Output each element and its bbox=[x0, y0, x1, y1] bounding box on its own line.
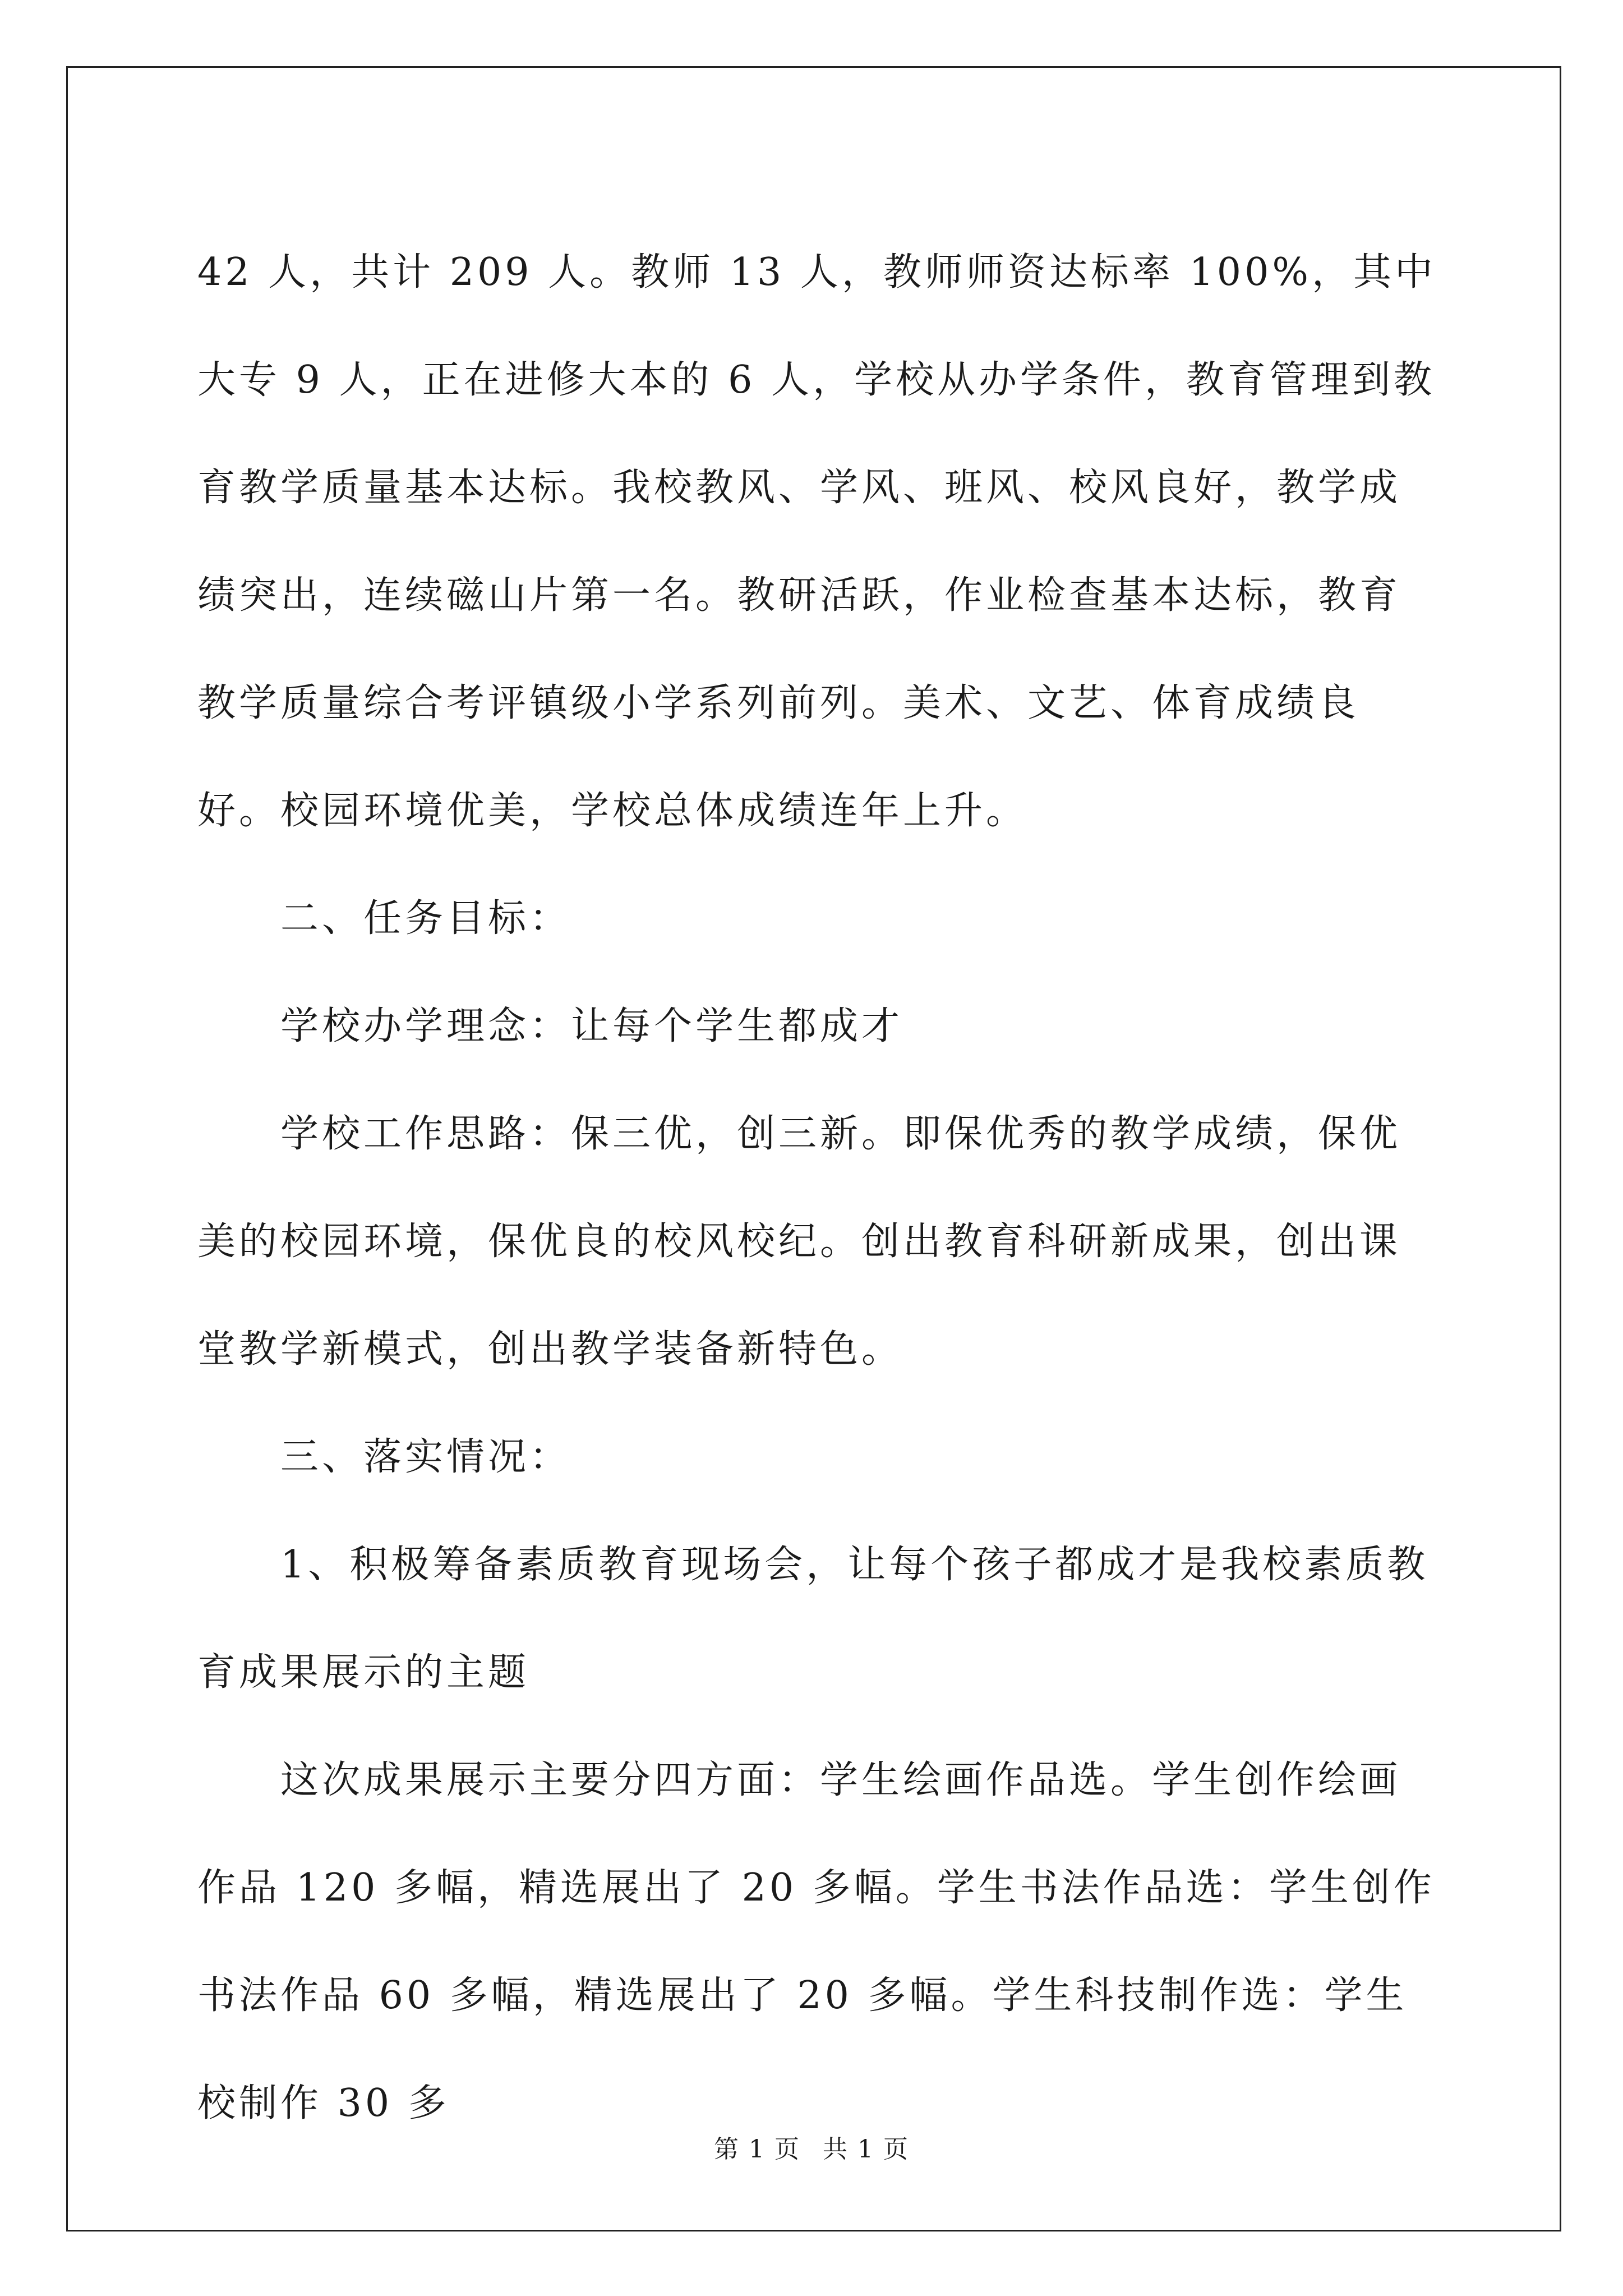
paragraph-work-approach: 学校工作思路：保三优，创三新。即保优秀的教学成绩，保优美的校园环境，保优良的校风校纪。创出教育科研新成果，创出课堂教学新模式，创出教学装备新特色。 bbox=[197, 1112, 1401, 1372]
document-body bbox=[197, 219, 1437, 2157]
paragraph-item-1: 1、积极筹备素质教育现场会，让每个孩子都成才是我校素质教育成果展示的主题 bbox=[197, 1543, 1429, 1695]
page-number: 第 1 页 bbox=[714, 2135, 800, 2164]
paragraph-showcase: 这次成果展示主要分四方面：学生绘画作品选。学生创作绘画作品 120 多幅，精选展出了 20 多幅。学生书法作品选：学生创作书法作品 60 多幅，精选展出了 20 多幅。学生科技制作选：学生校制作 30 多 bbox=[197, 1758, 1435, 2125]
paragraph-philosophy: 学校办学理念：让每个学生都成才 bbox=[280, 1004, 903, 1048]
section-heading-implementation: 三、落实情况： bbox=[280, 1435, 571, 1479]
section-heading-goals: 二、任务目标： bbox=[280, 896, 571, 941]
page-footer bbox=[0, 2129, 1623, 2165]
page-total: 共 1 页 bbox=[823, 2135, 909, 2164]
paragraph-1: 42 人，共计 209 人。教师 13 人，教师师资达标率 100%，其中大专 9 人，正在进修大本的 6 人，学校从办学条件，教育管理到教育教学质量基本达标。我校教风、学风、班风、校风良好，教学成绩突出，连续磁山片第一名。教研活跃，作业检查基本达标，教育教学质量综合考评镇级小学系列前列。美术、文艺、体育成绩良好。校园环境优美，学校总体成绩连年上升。 bbox=[197, 250, 1436, 833]
